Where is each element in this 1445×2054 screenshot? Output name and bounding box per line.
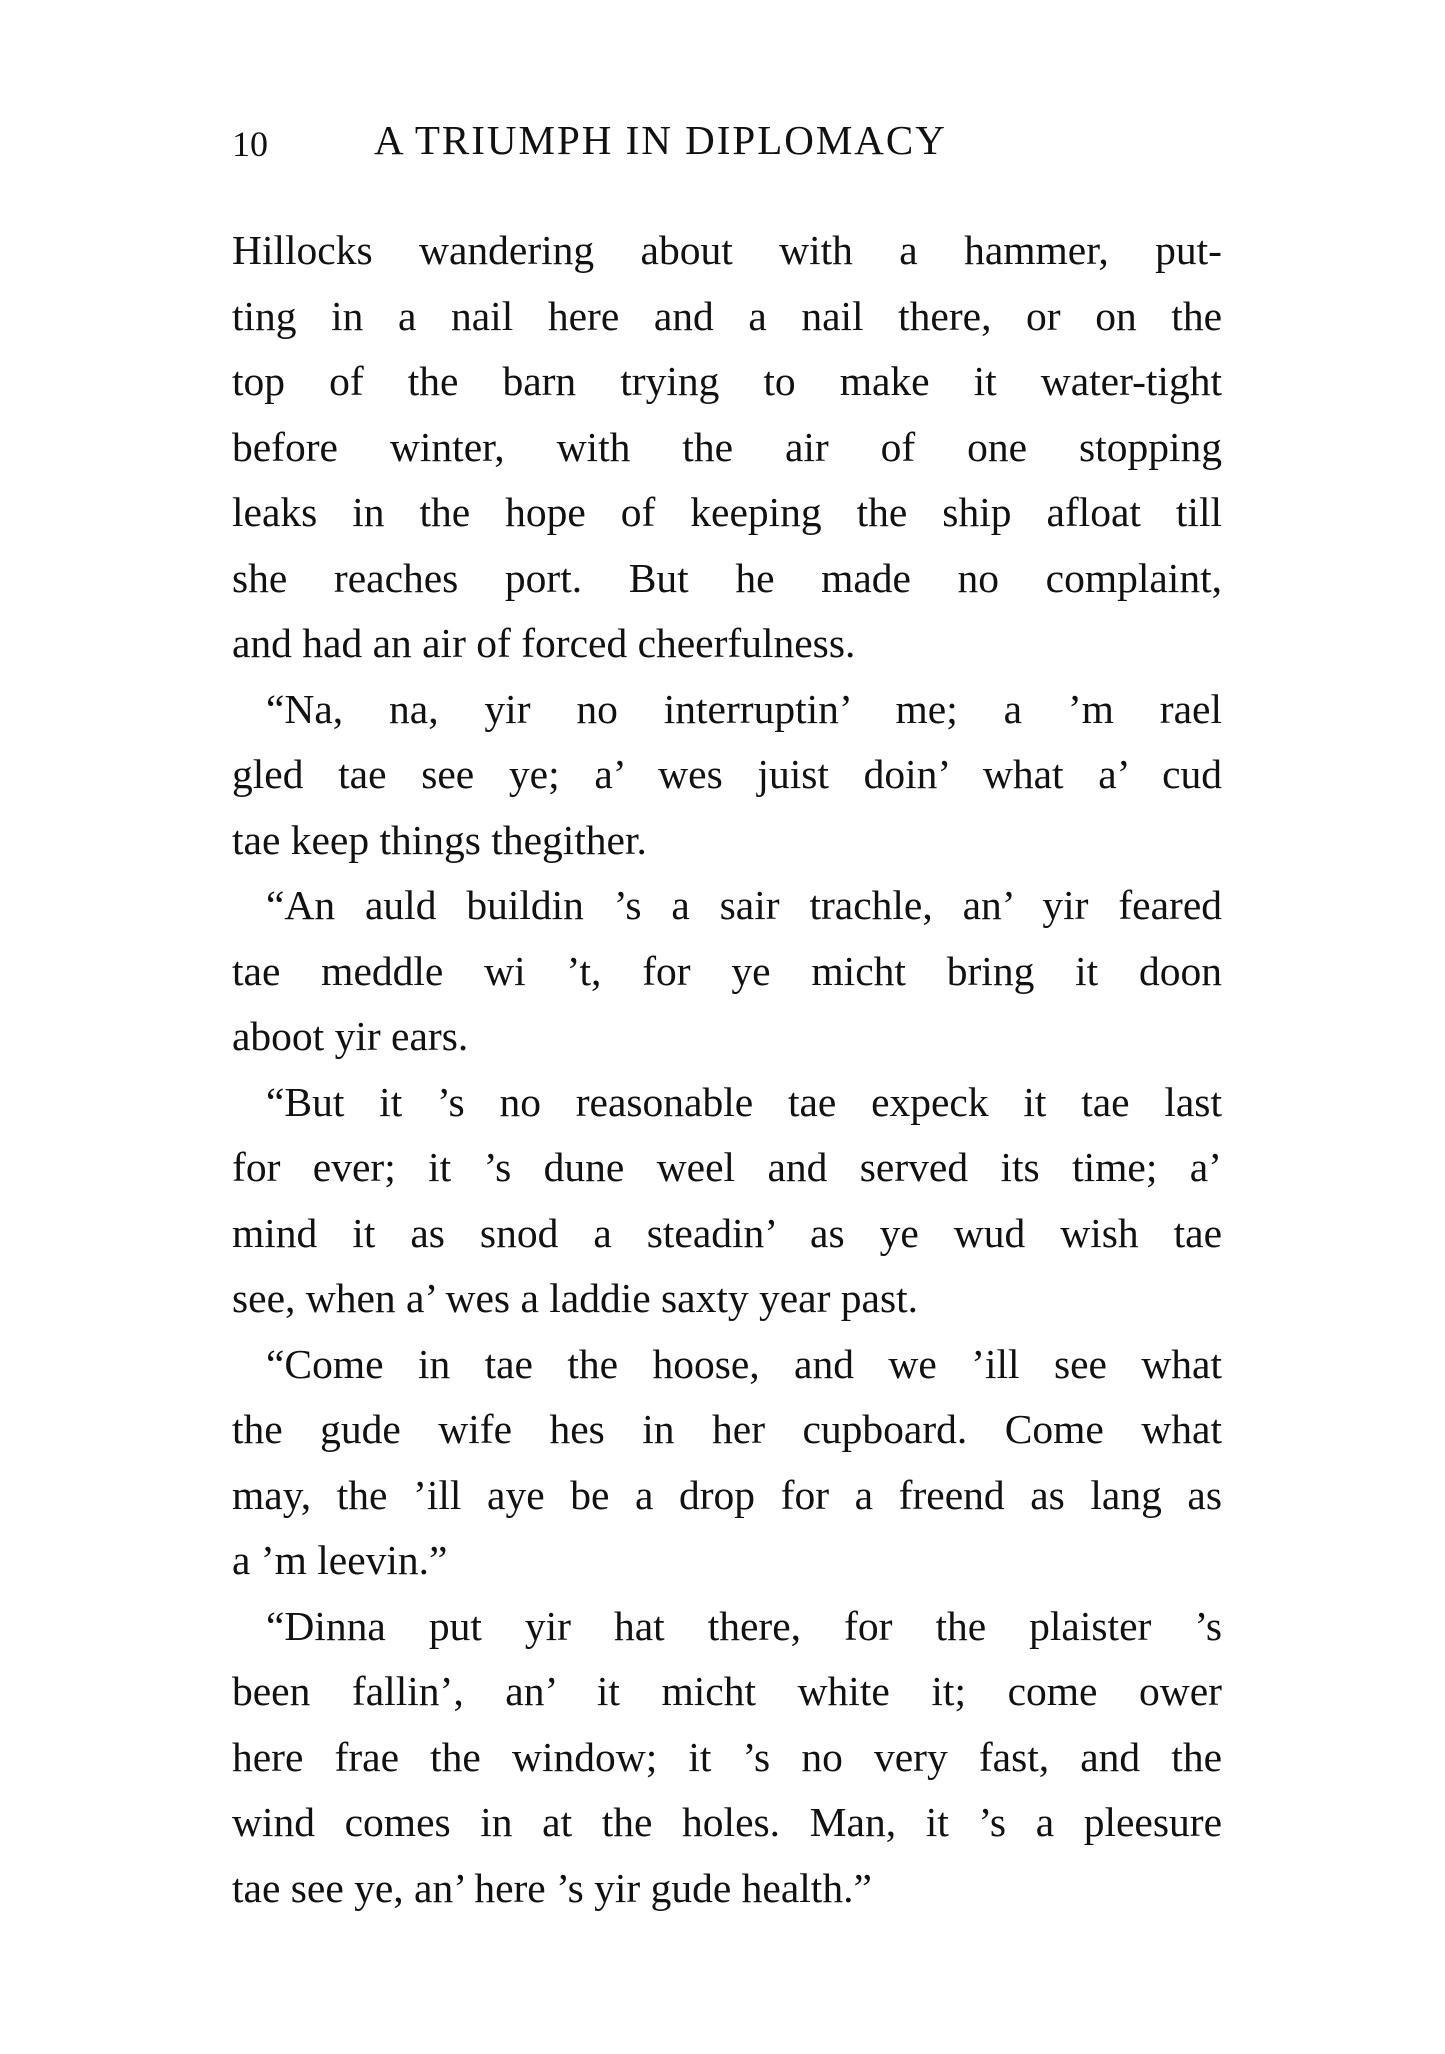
- text-line: for ever; it ’s dune weel and served its time; a’: [232, 1144, 1222, 1190]
- text-line: “An auld buildin ’s a sair trachle, an’ yir feared: [266, 882, 1222, 928]
- text-line: top of the barn trying to make it water-tight: [232, 358, 1222, 404]
- running-head: [232, 112, 1212, 168]
- text-line: tae meddle wi ’t, for ye micht bring it doon: [232, 947, 1222, 994]
- text-line: Hillocks wandering about with a hammer, put-: [232, 227, 1222, 273]
- text-line: and had an air of forced cheerfulness.: [232, 620, 856, 666]
- body-text: [232, 218, 1222, 1921]
- text-line: a ’m leevin.”: [232, 1537, 448, 1583]
- text-line: “Dinna put yir hat there, for the plaister ’s: [266, 1602, 1222, 1649]
- text-line: tae see ye, an’ here ’s yir gude health.”: [232, 1864, 872, 1911]
- text-line: leaks in the hope of keeping the ship afloat till: [232, 489, 1222, 535]
- text-line: aboot yir ears.: [232, 1013, 469, 1059]
- text-line: before winter, with the air of one stopping: [232, 423, 1222, 470]
- text-line: “Come in tae the hoose, and we ’ill see what: [266, 1340, 1222, 1387]
- text-line: “But it ’s no reasonable tae expeck it tae last: [266, 1078, 1222, 1125]
- text-line: ting in a nail here and a nail there, or on the: [232, 292, 1222, 339]
- text-line: been fallin’, an’ it micht white it; come ower: [232, 1668, 1222, 1714]
- text-line: the gude wife hes in her cupboard. Come what: [232, 1406, 1222, 1452]
- text-line: see, when a’ wes a laddie saxty year past.: [232, 1275, 919, 1321]
- text-line: wind comes in at the holes. Man, it ’s a pleesure: [232, 1799, 1222, 1845]
- text-line: “Na, na, yir no interruptin’ me; a ’m rael: [266, 685, 1222, 732]
- text-line: mind it as snod a steadin’ as ye wud wish tae: [232, 1209, 1222, 1256]
- text-line: may, the ’ill aye be a drop for a freend as lang as: [232, 1471, 1222, 1518]
- text-line: tae keep things thegither.: [232, 816, 647, 863]
- text-line: she reaches port. But he made no complaint,: [232, 554, 1222, 601]
- text-line: gled tae see ye; a’ wes juist doin’ what a’ cud: [232, 751, 1222, 797]
- page-number: 10: [232, 124, 268, 164]
- running-title: A TRIUMPH IN DIPLOMACY: [374, 117, 947, 163]
- text-line: here frae the window; it ’s no very fast, and the: [232, 1733, 1222, 1780]
